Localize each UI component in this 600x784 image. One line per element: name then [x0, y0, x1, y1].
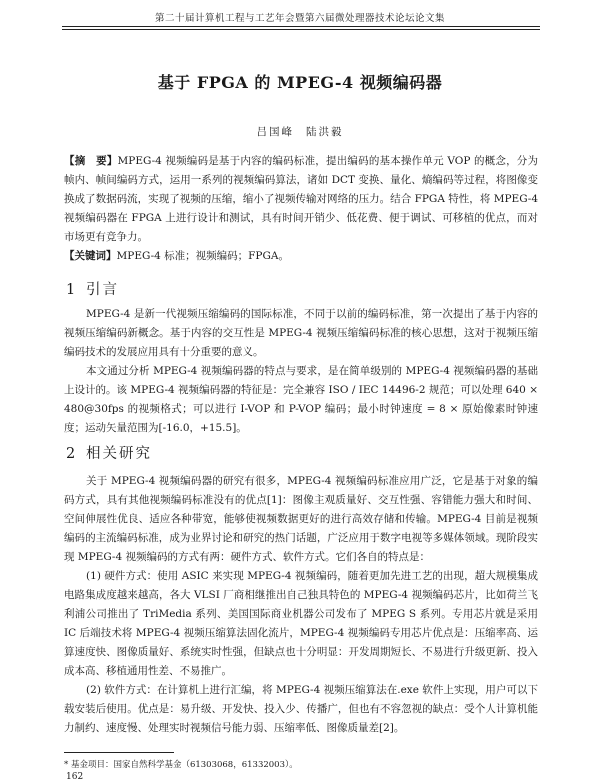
abstract-label: 【摘 要】: [64, 155, 118, 167]
author-line: [60, 124, 540, 139]
keywords: [64, 247, 538, 266]
running-header: 第二十届计算机工程与工艺年会暨第六届微处理器技术论坛论文集: [154, 13, 445, 24]
paper-title: 基于 FPGA 的 MPEG-4 视频编码器: [157, 73, 443, 92]
keywords-text: MPEG-4 标准；视频编码；FPGA。: [116, 250, 289, 262]
author-name: 吕国峰: [256, 126, 294, 138]
abstract-block: [64, 152, 538, 266]
paragraph: (1) 硬件方式：使用 ASIC 来实现 MPEG-4 视频编码，随着更加先进工艺的出现，超大规模集成电路集成度越来越高，各大 VLSI 厂商相继推出自己独具特色的 MPEG-4 视频编码芯片，比如荷兰飞利浦公司推出了 TriMedia 系列、美国国际商业机器公司发布了 MPEG S 系列。专用芯片就是采用 IC 后端技术将 MPEG-4 视频压缩算法固化流片，MPEG-4 视频编码专用芯片优点是：压缩率高、运算速度快、图像质量好、系统实时性强，但缺点也十分明显：开发周期短长、不易进行升级更新、投入成本高、移植通用性差、不易推广。: [64, 570, 538, 677]
section-heading-introduction: [66, 278, 119, 299]
paragraph: (2) 软件方式：在计算机上进行汇编，将 MPEG-4 视频压缩算法在.exe 软件上实现，用户可以下载安装后使用。优点是：易升级、开发快、投入少、传播广，但也有不容忽视的缺点：受个人计算机能力制约、速度慢、处理实时视频信号能力弱、压缩率低、图像质量差[2]。: [64, 684, 538, 734]
paragraph: 关于 MPEG-4 视频编码器的研究有很多，MPEG-4 视频编码标准应用广泛，它是基于对象的编码方式，具有其他视频编码标准没有的优点[1]：图像主观质量好、交互性强、容错能力强大和时间、空间伸展性优良、适应各种带宽，能够使视频数据更好的进行高效存储和传输。MPEG-4 目前是视频编码的主流编码标准，成为业界讨论和研究的热门话题，广泛应用于数字电视等多媒体领域。现阶段实现 MPEG-4 视频编码的方式有两：硬件方式、软件方式。它们各自的特点是：: [64, 475, 538, 563]
paragraph: 本文通过分析 MPEG-4 视频编码器的特点与要求，是在简单级别的 MPEG-4 视频编码器的基础上设计的。该 MPEG-4 视频编码器的特征是：完全兼容 ISO / IEC 14496-2 规范；可以处理 640 × 480@30fps 的视频格式；可以进行 I-VOP 和 P-VOP 编码；最小时钟速度 = 8 × 原始像素时钟速度；运动矢量范围为[-16.0，+15.5]。: [64, 365, 538, 434]
header-rule-bottom: [62, 29, 540, 30]
paragraph: MPEG-4 是新一代视频压缩编码的国际标准，不同于以前的编码标准，第一次提出了基于内容的视频压缩编码新概念。基于内容的交互性是 MPEG-4 视频压缩编码标准的核心思想，这对于视频压缩编码技术的发展应用具有十分重要的意义。: [64, 308, 538, 358]
page-number: 162: [66, 772, 84, 782]
section-heading-related-work: [66, 442, 152, 463]
header-rule-top: [62, 26, 540, 27]
author-name: 陆洪毅: [306, 126, 344, 138]
section-title: 引言: [86, 282, 119, 298]
footnote-rule: [64, 752, 174, 753]
footnote: * 基金项目：国家自然科学基金（61303068，61332003）。: [64, 760, 298, 770]
section-title: 相关研究: [86, 446, 152, 462]
keywords-label: 【关键词】: [64, 250, 117, 262]
abstract: [64, 152, 538, 247]
section-number: 2: [66, 446, 78, 462]
section-number: 1: [66, 282, 78, 298]
section-body-introduction: [64, 305, 538, 438]
section-body-related-work: [64, 472, 538, 738]
abstract-text: MPEG-4 视频编码是基于内容的编码标准，提出编码的基本操作单元 VOP 的概念，分为帧内、帧间编码方式，运用一系列的视频编码算法，诸如 DCT 变换、量化、熵编码等过程，将图像变换成了数据码流，实现了视频的压缩，缩小了视频传输对网络的压力。结合 FPGA 特性，将 MPEG-4 视频编码器在 FPGA 上进行设计和测试，具有时间开销少、低花费、便于调试、可移植的优点，而对市场更有竞争力。: [64, 155, 539, 243]
